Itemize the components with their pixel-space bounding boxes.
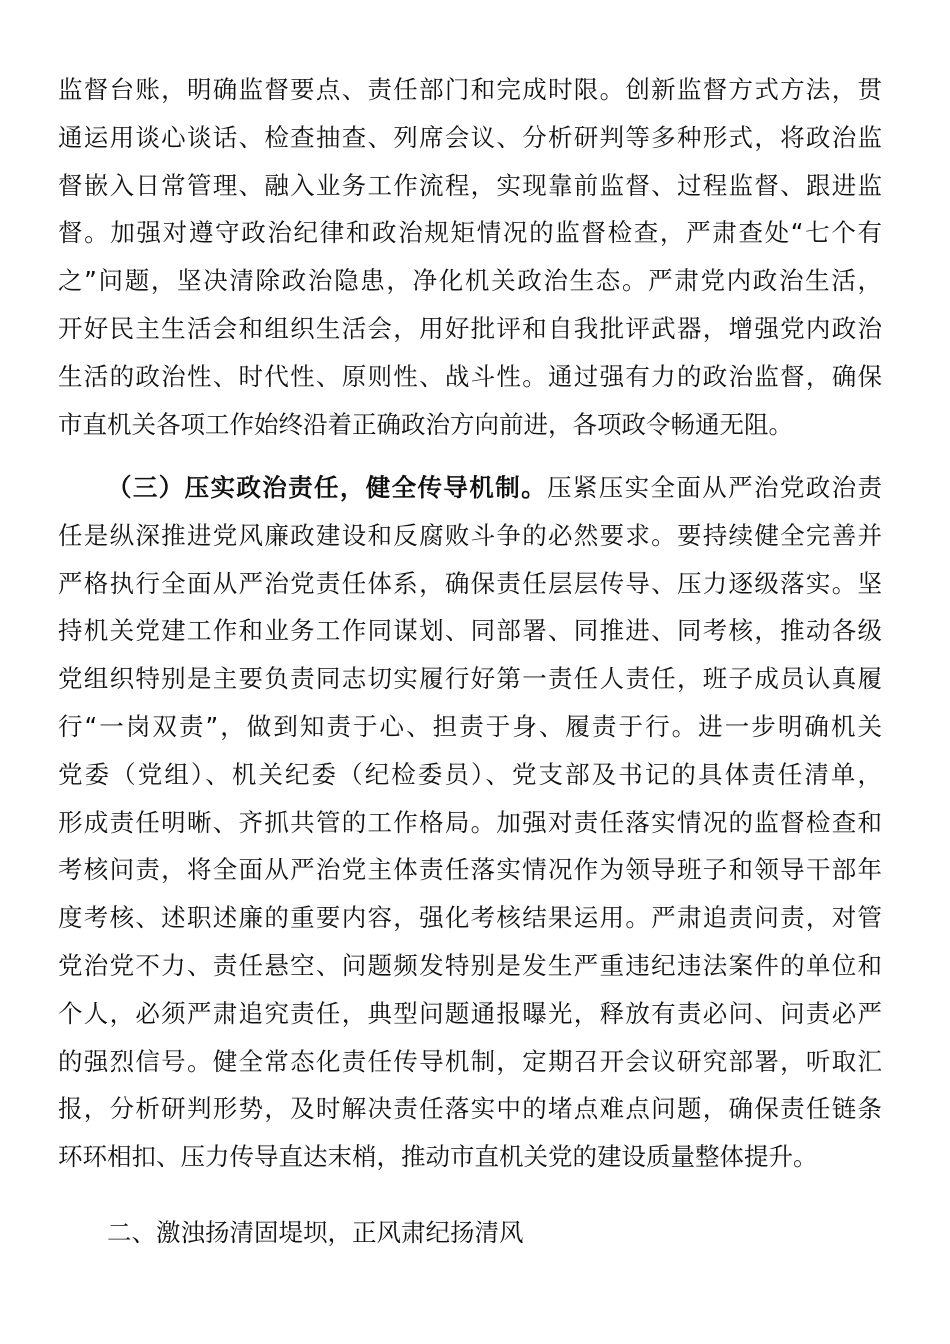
text-line: 持机关党建工作和业务工作同谋划、同部署、同推进、同考核，推动各级 [58,616,882,646]
text-line: 度考核、述职述廉的重要内容，强化考核结果运用。严肃追责问责，对管 [58,903,882,933]
section-heading: 二、激浊扬清固堤坝，正风肃纪扬清风 [107,1218,524,1247]
section-heading-block [58,1209,882,1257]
text-line: 党组织特别是主要负责同志切实履行好第一责任人责任，班子成员认真履 [58,664,882,694]
text-line-first [58,464,882,512]
text-line: 监督台账，明确监督要点、责任部门和完成时限。创新监督方式方法，贯 [58,75,882,104]
text-line: 的强烈信号。健全常态化责任传导机制，定期召开会议研究部署，听取汇 [58,1046,882,1076]
text-line: 党治党不力、责任悬空、问题频发特别是发生严重违纪违法案件的单位和 [58,950,882,980]
text-line: 任是纵深推进党风廉政建设和反腐败斗争的必然要求。要持续健全完善并 [58,520,882,550]
text-line: 环环相扣、压力传导直达末梢，推动市直机关党的建设质量整体提升。 [58,1142,818,1172]
text-line: 形成责任明晰、齐抓共管的工作格局。加强对责任落实情况的监督检查和 [58,807,882,837]
text-line: 通运用谈心谈话、检查抽查、列席会议、分析研判等多种形式，将政治监 [58,122,882,152]
subsection-heading: （三）压实政治责任，健全传导机制。 [107,473,547,502]
text-line: 党委（党组）、机关纪委（纪检委员）、党支部及书记的具体责任清单， [58,759,882,789]
paragraph-political-responsibility [58,464,882,1181]
text-line: 报，分析研判形势，及时解决责任落实中的堵点难点问题，确保责任链条 [58,1094,882,1124]
paragraph-political-supervision [58,66,882,448]
text-line-rest: 压紧压实全面从严治党政治责 [546,473,882,502]
text-line: 督嵌入日常管理、融入业务工作流程，实现靠前监督、过程监督、跟进监 [58,170,882,200]
text-line: 市直机关各项工作始终沿着正确政治方向前进，各项政令畅通无阻。 [58,409,793,439]
text-line: 行“一岗双责”，做到知责于心、担责于身、履责于行。进一步明确机关 [58,711,882,741]
text-line: 之”问题，坚决清除政治隐患，净化机关政治生态。严肃党内政治生活， [58,266,882,296]
text-line: 个人，必须严肃追究责任，典型问题通报曝光，释放有责必问、问责必严 [58,998,882,1028]
text-line: 生活的政治性、时代性、原则性、战斗性。通过强有力的政治监督，确保 [58,361,882,391]
text-line: 严格执行全面从严治党责任体系，确保责任层层传导、压力逐级落实。坚 [58,568,882,598]
text-line: 开好民主生活会和组织生活会，用好批评和自我批评武器，增强党内政治 [58,313,882,343]
text-line: 督。加强对遵守政治纪律和政治规矩情况的监督检查，严肃查处“七个有 [58,218,882,248]
text-line: 考核问责，将全面从严治党主体责任落实情况作为领导班子和领导干部年 [58,855,882,885]
